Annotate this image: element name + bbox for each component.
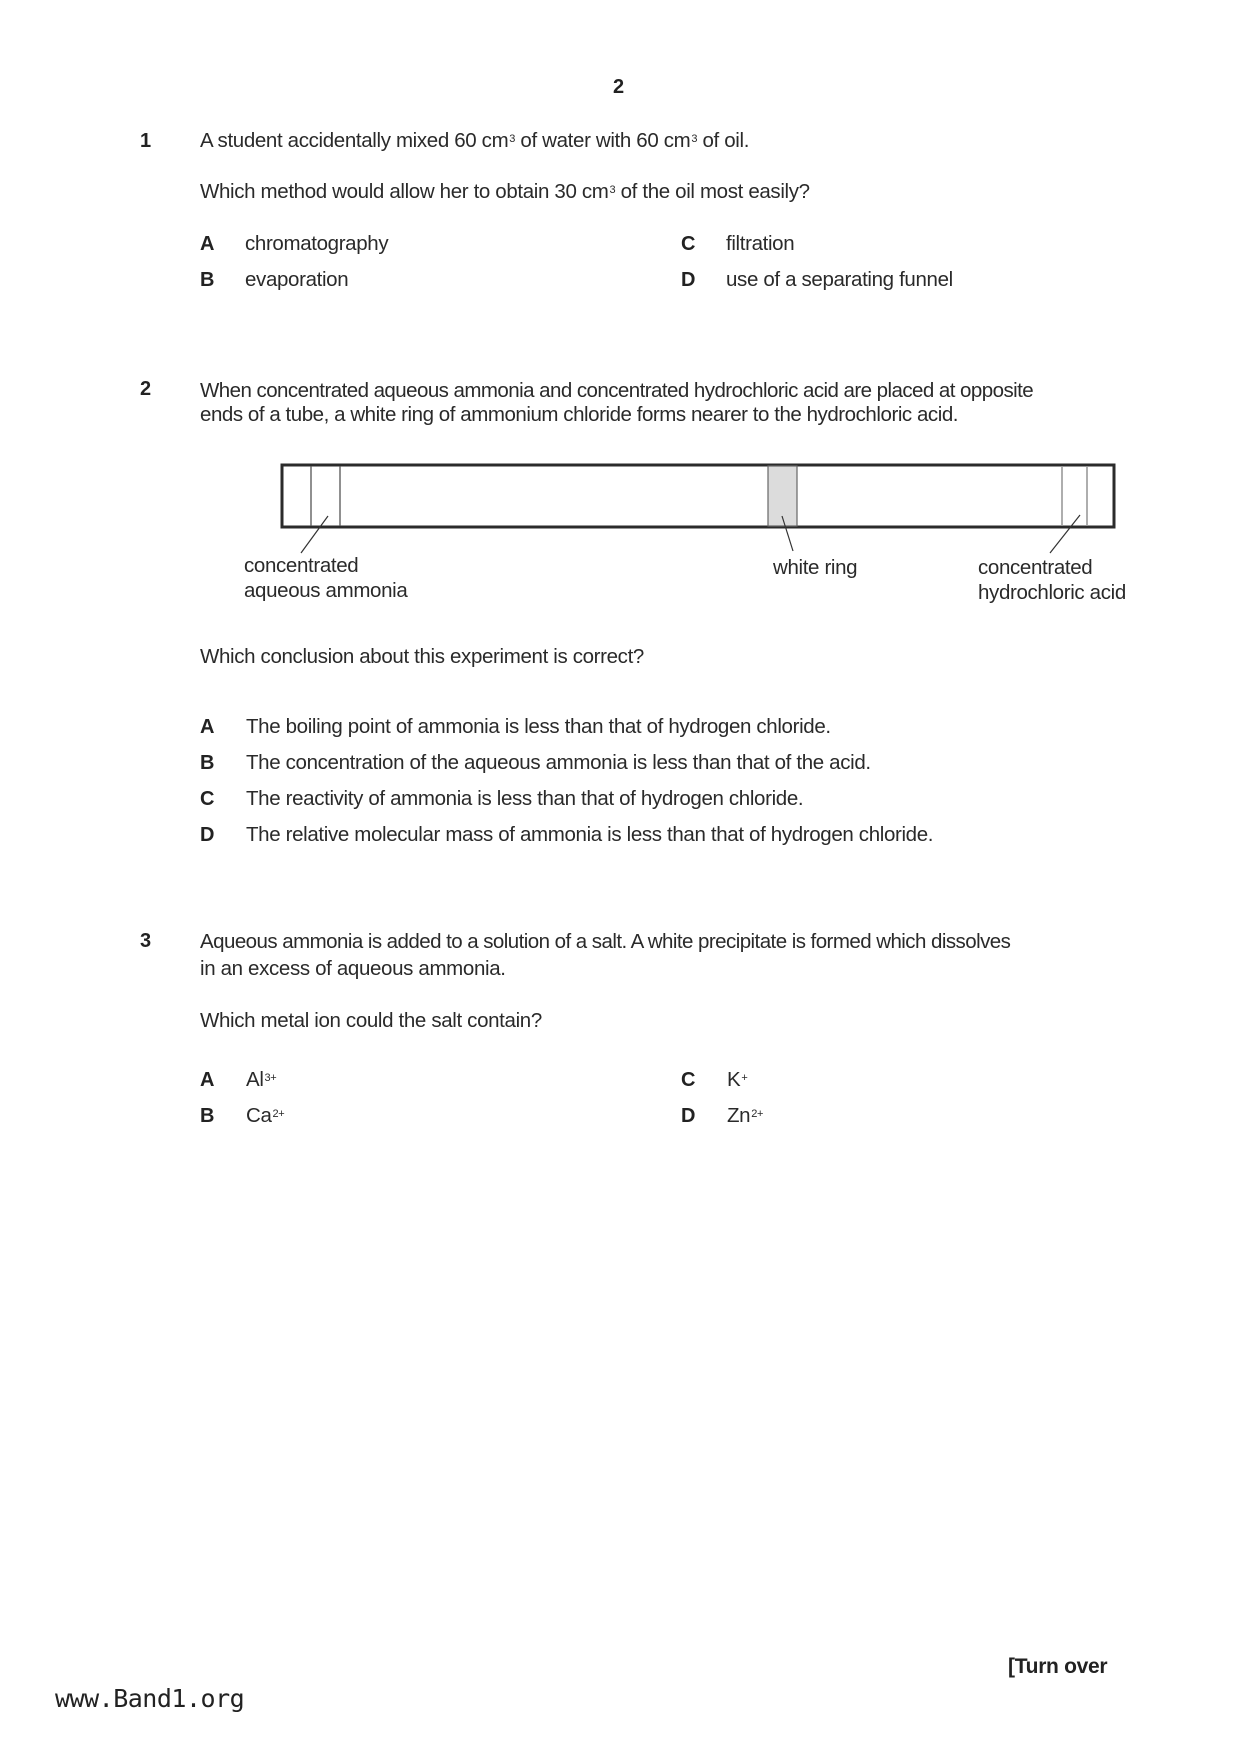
ion-symbol: Zn	[727, 1104, 751, 1127]
ion-charge: 3+	[264, 1072, 277, 1084]
option-text: use of a separating funnel	[726, 268, 953, 291]
option-text: The reactivity of ammonia is less than that of hydrogen chloride.	[246, 787, 804, 810]
superscript: 3	[691, 133, 698, 145]
option-text: The relative molecular mass of ammonia is less than that of hydrogen chloride.	[246, 823, 934, 846]
watermark-url[interactable]: www.Band1.org	[55, 1684, 245, 1713]
question-stem-line: When concentrated aqueous ammonia and concentrated hydrochloric acid are placed at opposite	[200, 379, 1034, 402]
option-letter: B	[200, 269, 215, 291]
question-number: 2	[140, 378, 152, 400]
ion-charge: +	[741, 1072, 748, 1084]
option-letter: B	[200, 752, 215, 774]
prompt-text: Which method would allow her to obtain 30 cm	[200, 180, 609, 203]
page-number: 2	[613, 76, 625, 98]
option-letter: D	[200, 824, 215, 846]
turn-over-note: [Turn over	[1008, 1655, 1108, 1678]
ion-charge: 2+	[272, 1108, 285, 1120]
stem-text: of water with 60 cm	[515, 129, 691, 152]
question-stem-line: Aqueous ammonia is added to a solution of a salt. A white precipitate is formed which dissolves	[200, 930, 1011, 953]
stem-text: of oil.	[697, 129, 750, 152]
option-letter: A	[200, 1069, 215, 1091]
question-stem	[200, 129, 749, 153]
diagram-label: hydrochloric acid	[978, 581, 1126, 604]
option-text: filtration	[726, 232, 795, 255]
ion-symbol: Al	[246, 1068, 264, 1091]
ammonia-pointer	[301, 516, 328, 553]
ring-pointer	[782, 516, 793, 551]
diagram-label: concentrated	[244, 554, 359, 577]
ion-charge: 2+	[751, 1108, 764, 1120]
acid-pointer	[1050, 515, 1080, 553]
option-letter: B	[200, 1105, 215, 1127]
question-prompt: Which conclusion about this experiment is correct?	[200, 645, 644, 668]
diagram-label: white ring	[773, 556, 858, 579]
option-text	[727, 1104, 763, 1128]
question-stem-line: in an excess of aqueous ammonia.	[200, 957, 506, 980]
question-prompt	[200, 180, 810, 204]
option-text	[246, 1068, 276, 1092]
option-text: chromatography	[245, 232, 389, 255]
option-letter: C	[200, 788, 215, 810]
question-number: 1	[140, 130, 152, 152]
question-number: 3	[140, 930, 152, 952]
option-text: The boiling point of ammonia is less than that of hydrogen chloride.	[246, 715, 831, 738]
option-letter: C	[681, 1069, 696, 1091]
option-text: The concentration of the aqueous ammonia is less than that of the acid.	[246, 751, 871, 774]
diagram-label: concentrated	[978, 556, 1093, 579]
option-letter: D	[681, 1105, 696, 1127]
prompt-text: of the oil most easily?	[615, 180, 810, 203]
option-letter: D	[681, 269, 696, 291]
superscript: 3	[509, 133, 516, 145]
white-ring	[768, 466, 797, 526]
ion-symbol: K	[727, 1068, 741, 1091]
option-text	[246, 1104, 284, 1128]
stem-text: A student accidentally mixed 60 cm	[200, 129, 509, 152]
diagram-label: aqueous ammonia	[244, 579, 408, 602]
tube-outline	[282, 465, 1114, 527]
option-text: evaporation	[245, 268, 349, 291]
option-letter: A	[200, 716, 215, 738]
ion-symbol: Ca	[246, 1104, 272, 1127]
question-prompt: Which metal ion could the salt contain?	[200, 1009, 542, 1032]
question-stem-line: ends of a tube, a white ring of ammonium chloride forms nearer to the hydrochloric acid.	[200, 403, 959, 426]
option-text	[727, 1068, 747, 1092]
option-letter: C	[681, 233, 696, 255]
option-letter: A	[200, 233, 215, 255]
superscript: 3	[609, 184, 616, 196]
